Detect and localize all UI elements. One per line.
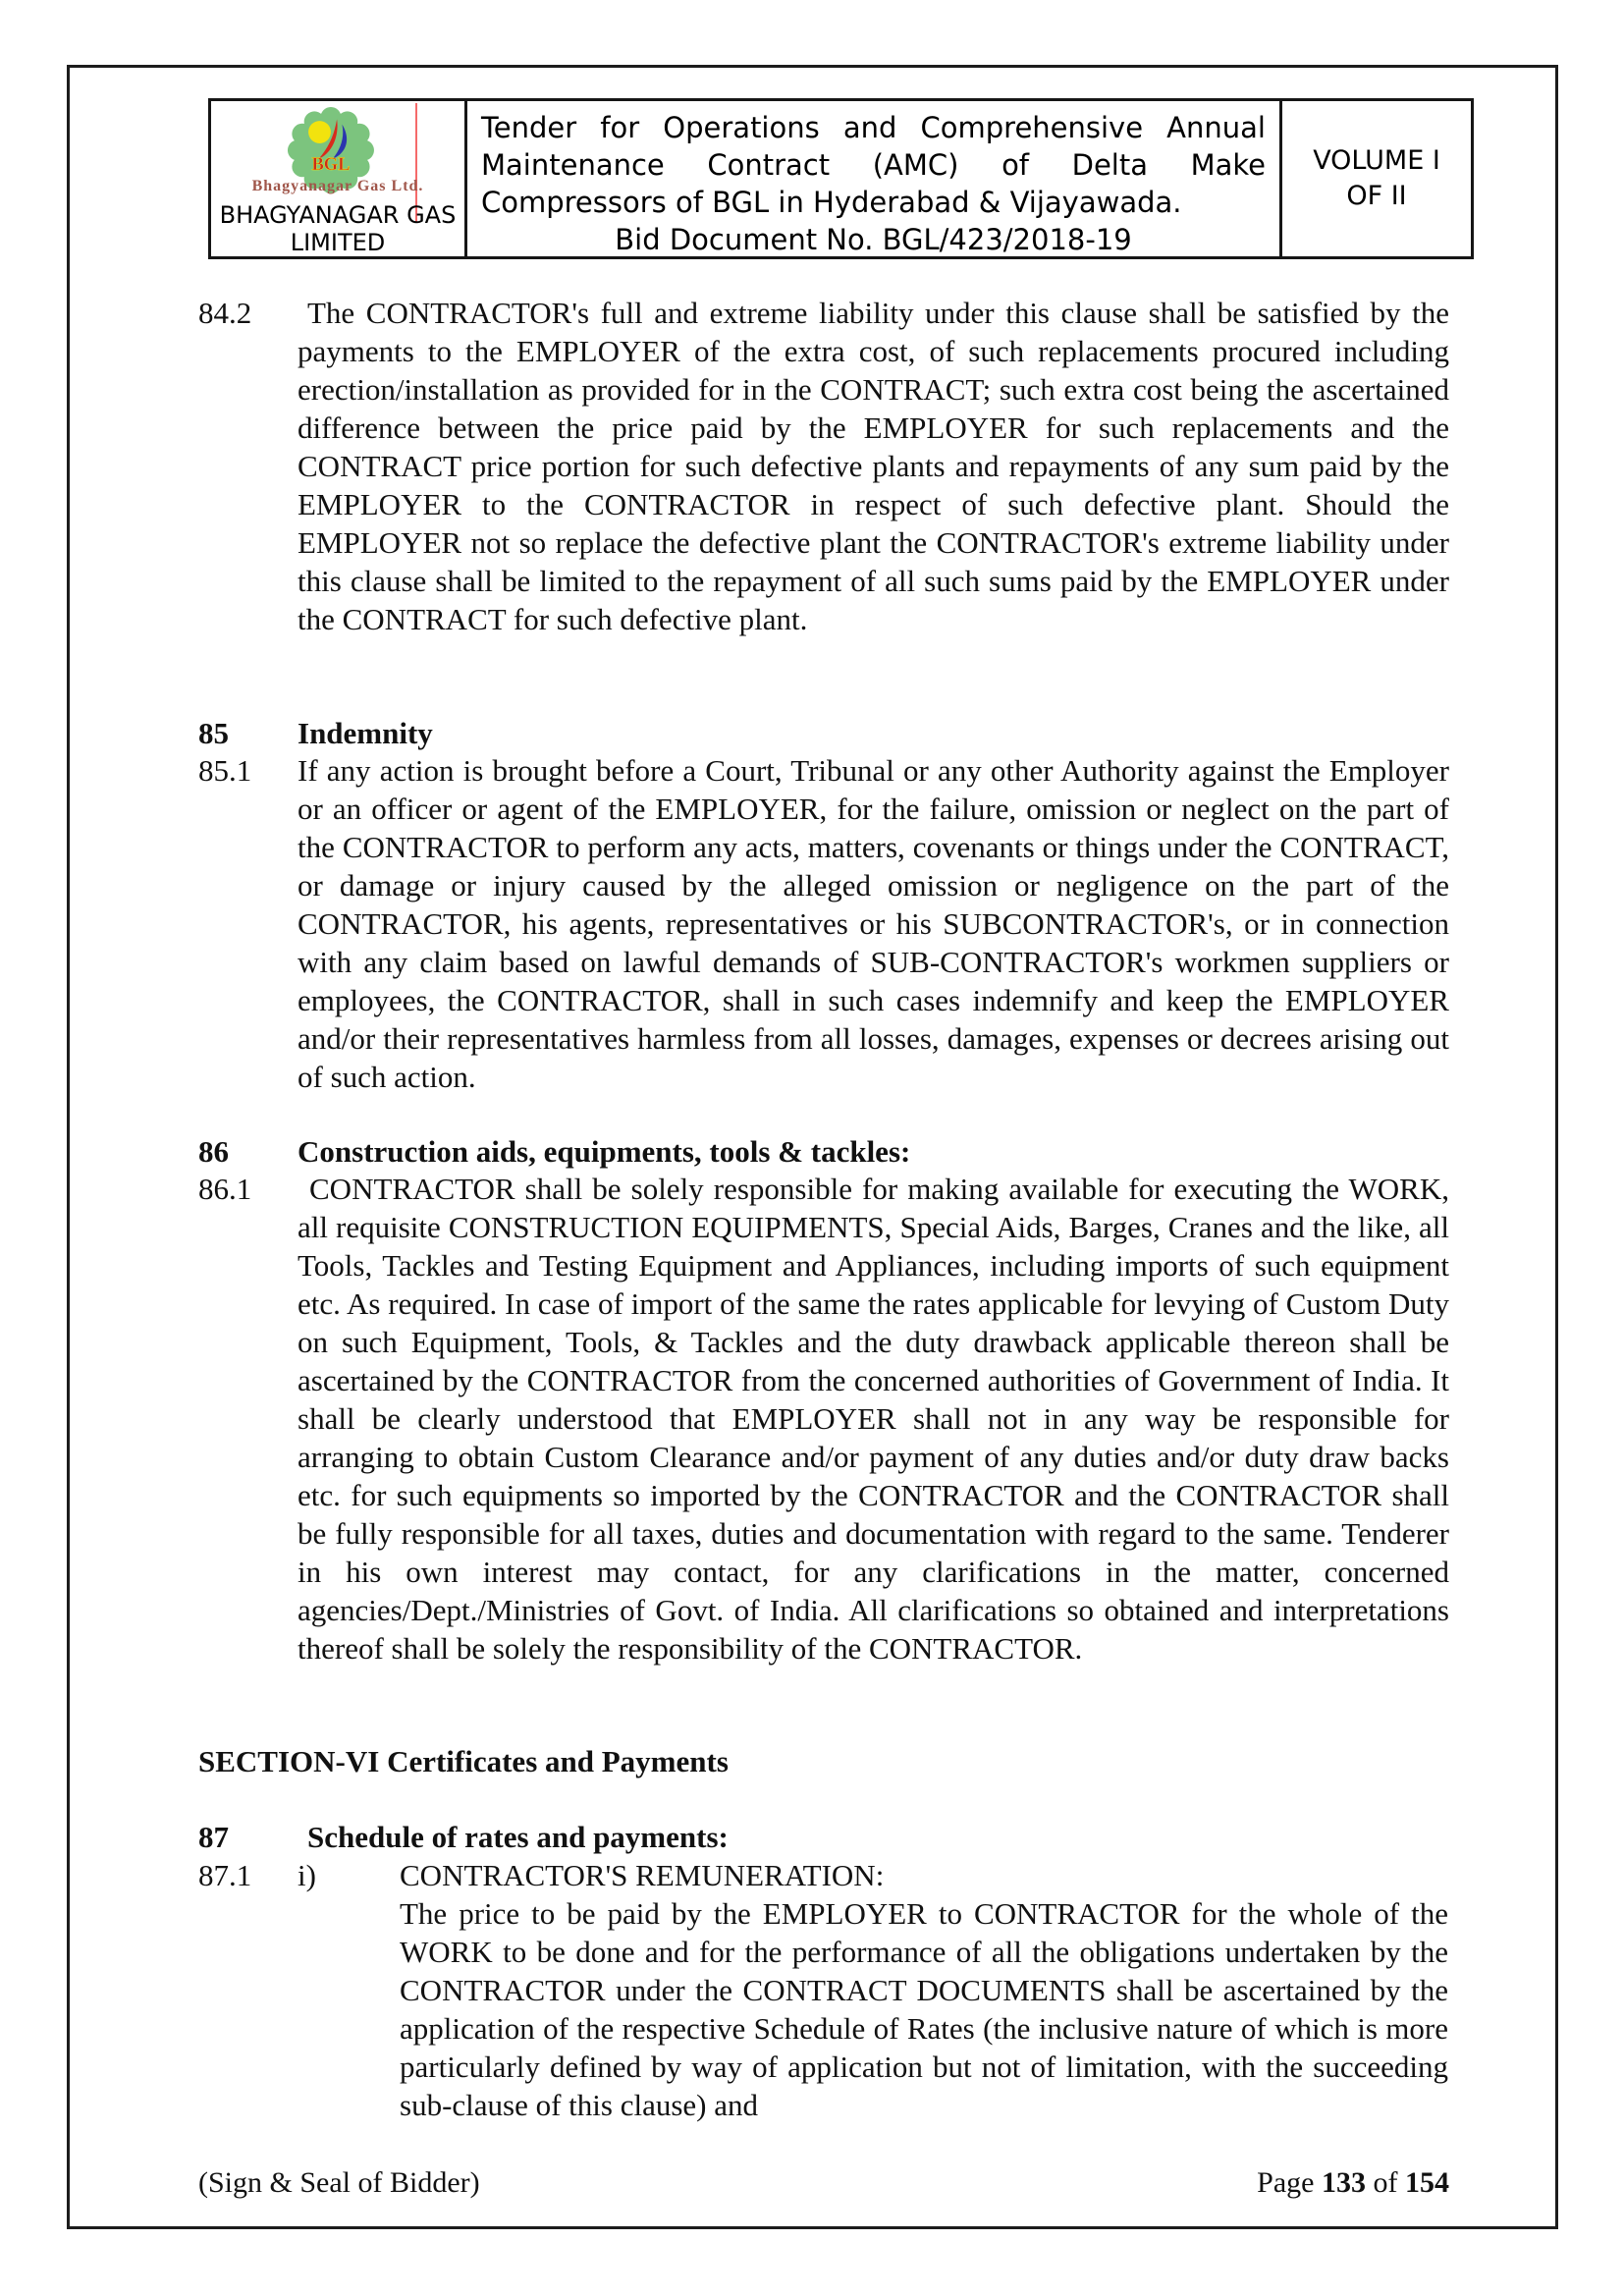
logo-initials: BGL [311,154,351,175]
tender-title-line3: Compressors of BGL in Hyderabad & Vijayawada. [481,186,1182,219]
page-number: 133 [1322,2166,1366,2199]
page-indicator [1257,2164,1449,2202]
header-logo-cell [211,101,467,256]
section-vi-heading: SECTION-VI Certificates and Payments [198,1744,729,1778]
heading-85 [198,714,1449,752]
bid-document-number: Bid Document No. BGL/423/2018-19 [615,223,1132,256]
of-word: of [1373,2166,1398,2199]
clause-number: 86 [198,1134,229,1169]
clause-title: CONTRACTOR'S REMUNERATION: [400,1858,885,1892]
sun-icon [308,121,331,143]
clause-number: 87.1 [198,1858,252,1892]
company-name [211,201,464,256]
sign-seal-label: (Sign & Seal of Bidder) [198,2166,480,2199]
heading-text: Schedule of rates and payments: [307,1820,729,1854]
header-volume-cell [1279,101,1471,256]
page-footer [198,2164,1449,2202]
clause-number: 85 [198,716,229,750]
list-marker: i) [298,1858,316,1892]
page-total: 154 [1405,2166,1449,2199]
company-name-line2: LIMITED [290,229,386,256]
heading-86 [198,1132,1449,1171]
logo-caption: Bhagyanagar Gas Ltd. [251,178,424,194]
clause-text: If any action is brought before a Court, Tribunal or any other Authority against the Employer or an officer or agent of the EMPLOYER, for the failure, omission or neglect on the part of the CONTRACTOR to perform any acts, matters, covenants or things under the CONTRACT, or damage or injury caused by the alleged omission or negligence on the part of the CONTRACTOR, his agents, representatives or his SUBCONTRACTOR's, or in connection with any claim based on lawful demands of SUB-CONTRACTOR's workmen suppliers or employees, the CONTRACTOR, shall in such cases indemnify and keep the EMPLOYER and/or their representatives harmless from all losses, damages, expenses or decrees arising out of such action. [298,753,1449,1094]
clause-84-2 [198,294,1449,638]
tender-title-line2: Maintenance Contract (AMC) of Delta Make [481,148,1266,182]
heading-87 [198,1818,1449,1856]
clause-85-1 [198,751,1449,1096]
heading-text: Construction aids, equipments, tools & tackles: [298,1134,911,1169]
volume-line2: OF II [1346,181,1407,211]
clause-text: The CONTRACTOR's full and extreme liability under this clause shall be satisfied by the payments to the EMPLOYER of the extra cost, of such replacements procured including erection/installation as provided for in the CONTRACT; such extra cost being the ascertained difference between the price paid by the EMPLOYER for such replacements and the CONTRACT price portion for such defective plants and repayments of any sum paid by the EMPLOYER to the CONTRACTOR in respect of such defective plant. Should the EMPLOYER not so replace the defective plant the CONTRACTOR's extreme liability under this clause shall be limited to the repayment of all such sums paid by the EMPLOYER under the CONTRACT for such defective plant. [298,296,1449,636]
tender-title-line1: Tender for Operations and Comprehensive Annual [481,111,1266,144]
clause-text: CONTRACTOR shall be solely responsible for making available for executing the WORK, all requisite CONSTRUCTION EQUIPMENTS, Special Aids, Barges, Cranes and the like, all Tools, Tackles and Testing Equipment and Appliances, including imports of such equipment etc. As required. In case of import of the same the rates applicable for levying of Custom Duty on such Equipment, Tools, & Tackles and the duty drawback applicable thereon shall be ascertained by the CONTRACTOR from the concerned authorities of Government of India. It shall be clearly understood that EMPLOYER shall not in any way be responsible for arranging to obtain Custom Clearance and/or payment of any duties and/or duty draw backs etc. for such equipments so imported by the CONTRACTOR and the CONTRACTOR shall be fully responsible for all taxes, duties and documentation with regard to the same. Tenderer in his own interest may contact, for any clarifications in the matter, concerned agencies/Dept./Ministries of Govt. of India. All clarifications so obtained and interpretations thereof shall be solely the responsibility of the CONTRACTOR. [298,1172,1449,1666]
page-word: Page [1257,2166,1315,2199]
header-title-cell [467,101,1279,256]
header-table [208,98,1474,259]
clause-number: 84.2 [198,296,252,330]
heading-text: Indemnity [298,716,433,750]
company-name-line1: BHAGYANAGAR GAS [219,201,457,229]
clause-87-1-heading [198,1856,1449,1894]
clause-87-1-text: The price to be paid by the EMPLOYER to CONTRACTOR for the whole of the WORK to be done and for the performance of all the obligations undertaken by the CONTRACTOR under the CONTRACT DOCUMENTS shall be ascertained by the application of the respective Schedule of Rates (the inclusive nature of which is more particularly defined by way of application but not of limitation, with the succeeding sub-clause of this clause) and [400,1896,1448,2122]
clause-number: 87 [198,1820,229,1854]
volume-line1: VOLUME I [1313,145,1440,176]
clause-number: 85.1 [198,753,252,788]
clause-number: 86.1 [198,1172,252,1206]
clause-86-1 [198,1170,1449,1667]
